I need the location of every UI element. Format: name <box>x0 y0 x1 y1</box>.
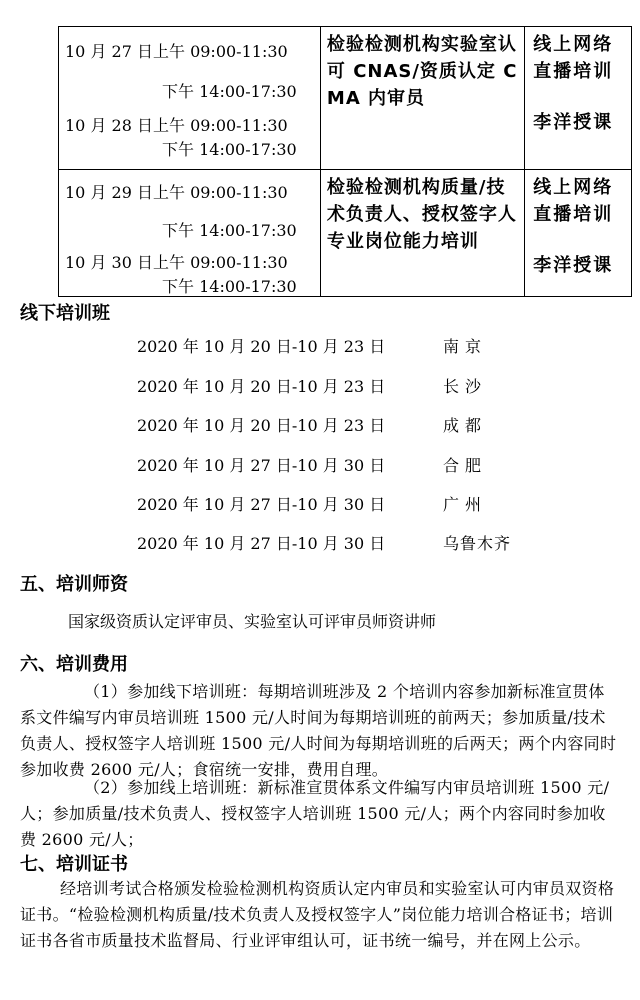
offline-session <box>137 413 488 436</box>
session-city: 广州 <box>443 495 488 514</box>
teacher: 李洋授课 <box>533 255 614 276</box>
time-line: 下午 14:00-17:30 <box>162 140 297 159</box>
section-heading-fees: 六、培训费用 <box>20 654 128 675</box>
time-line: 下午 14:00-17:30 <box>162 82 297 101</box>
teacher: 李洋授课 <box>533 112 614 133</box>
offline-session <box>137 453 488 476</box>
time-line: 10 月 30 日上午 09:00-11:30 <box>65 253 288 272</box>
time-cell <box>59 27 321 170</box>
time-line: 下午 14:00-17:30 <box>162 277 297 296</box>
fees-online-paragraph: （2）参加线上培训班：新标准宣贯体系文件编写内审员培训班 1500 元/人；参加质量/技术负责人、授权签字人培训班 1500 元/人；两个内容同时参加收费 2600 元/人； <box>20 778 610 849</box>
delivery-mode: 线上网络直播培训 <box>533 177 614 225</box>
session-city: 合肥 <box>443 456 488 475</box>
session-city: 乌鲁木齐 <box>443 534 512 553</box>
mode-cell <box>525 170 632 297</box>
schedule-table <box>58 26 632 297</box>
course-title: 检验检测机构实验室认可 CNAS/资质认定 CMA 内审员 <box>326 34 518 109</box>
time-cell <box>59 170 321 297</box>
faculty-text: 国家级资质认定评审员、实验室认可评审员师资讲师 <box>68 612 437 631</box>
offline-heading: 线下培训班 <box>20 303 110 324</box>
time-line: 10 月 29 日上午 09:00-11:30 <box>65 183 288 202</box>
course-title: 检验检测机构质量/技术负责人、授权签字人专业岗位能力培训 <box>326 177 517 252</box>
session-city: 长沙 <box>443 377 488 396</box>
session-date: 2020 年 10 月 20 日-10 月 23 日 <box>137 416 386 435</box>
time-line: 10 月 27 日上午 09:00-11:30 <box>65 42 288 61</box>
session-city: 南京 <box>443 337 488 356</box>
section-heading-faculty: 五、培训师资 <box>20 574 128 595</box>
offline-session <box>137 531 512 554</box>
certificate-paragraph: 经培训考试合格颁发检验检测机构资质认定内审员和实验室认可内审员双资格证书。“检验检测机构质量/技术负责人及授权签字人”岗位能力培训合格证书；培训证书各省市质量技术监督局、行业评审组认可，证书统一编号，并在网上公示。 <box>20 879 615 950</box>
session-date: 2020 年 10 月 20 日-10 月 23 日 <box>137 377 386 396</box>
fees-offline-paragraph: （1）参加线下培训班：每期培训班涉及 2 个培训内容参加新标准宣贯体系文件编写内审员培训班 1500 元/人时间为每期培训班的前两天；参加质量/技术负责人、授权签字人培训班 1500 元/人时间为每期培训班的后两天；两个内容同时参加收费 2600 元/人；食宿统一安排，费用自理。 <box>20 682 617 779</box>
course-cell <box>320 170 524 297</box>
session-date: 2020 年 10 月 27 日-10 月 30 日 <box>137 534 386 553</box>
section-heading-certificate: 七、培训证书 <box>20 854 128 875</box>
time-line: 下午 14:00-17:30 <box>162 221 297 240</box>
schedule-row <box>59 27 632 170</box>
session-date: 2020 年 10 月 20 日-10 月 23 日 <box>137 337 386 356</box>
mode-cell <box>525 27 632 170</box>
session-date: 2020 年 10 月 27 日-10 月 30 日 <box>137 456 386 475</box>
session-city: 成都 <box>443 416 488 435</box>
schedule-row <box>59 170 632 297</box>
time-line: 10 月 28 日上午 09:00-11:30 <box>65 116 288 135</box>
offline-session <box>137 492 488 515</box>
course-cell <box>320 27 524 170</box>
session-date: 2020 年 10 月 27 日-10 月 30 日 <box>137 495 386 514</box>
delivery-mode: 线上网络直播培训 <box>533 34 614 82</box>
offline-session <box>137 374 488 397</box>
offline-session <box>137 334 488 357</box>
